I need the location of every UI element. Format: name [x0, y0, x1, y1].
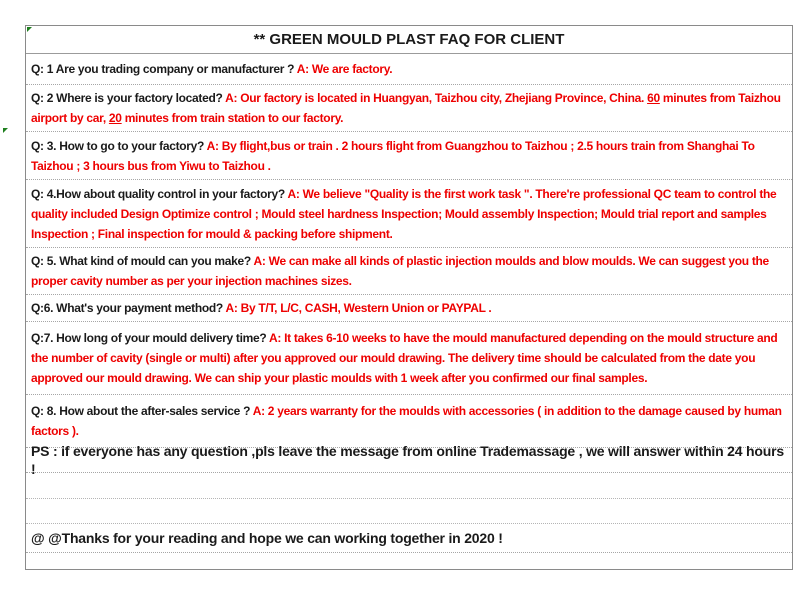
ps-note: PS : if everyone has any question ,pls leave the message from online Trademassage , we will answer within 24 hours ! [31, 443, 784, 477]
answer-text-underlined: 60 [647, 91, 660, 105]
faq-row-1 [26, 54, 792, 85]
empty-row [26, 499, 792, 524]
answer-text: A: We believe "Quality is the first work task ". There're professional QC team to control the quality included Design Optimize control ; Mould steel hardness Inspection; Mould assembly Inspection; Mould trial report and samples Inspection ; Final inspection for mould & packing before shipment. [31, 186, 777, 241]
faq-row-2 [26, 85, 792, 132]
answer-text: A: By T/T, L/C, CASH, Western Union or PAYPAL . [225, 301, 492, 315]
answer-text: A: We can make all kinds of plastic injection moulds and blow moulds. We can suggest you the proper cavity number as per your injection machines sizes. [31, 254, 769, 288]
answer-text: A: We are factory. [296, 62, 393, 76]
question-text: Q: 8. How about the after-sales service ? [31, 404, 253, 418]
ps-row [26, 443, 792, 477]
answer-text: A: Our factory is located in Huangyan, Taizhou city, Zhejiang Province, China. [225, 91, 648, 105]
empty-row [26, 473, 792, 499]
question-text: Q:7. How long of your mould delivery time? [31, 331, 270, 345]
answer-text: A: It takes 6-10 weeks to have the mould manufactured depending on the mould structure and the number of cavity (single or multi) after you approved our mould drawing. The delivery time should be calculated from the date you approved our mould drawing. We can ship your plastic moulds with 1 week after you confirmed our final samples. [31, 331, 778, 385]
question-text: Q: 4.How about quality control in your factory? [31, 186, 288, 201]
faq-row-3 [26, 132, 792, 180]
faq-row-7 [26, 322, 792, 395]
faq-table [25, 25, 793, 570]
answer-text-underlined: 20 [108, 111, 122, 125]
question-text: Q: 1 Are you trading company or manufacturer ? [31, 62, 297, 76]
faq-row-8 [26, 395, 792, 448]
thanks-note: @ @Thanks for your reading and hope we can working together in 2020 ! [31, 530, 503, 546]
title-row [26, 26, 792, 54]
answer-text: minutes from train station to our factory. [121, 111, 344, 125]
page-title: ** GREEN MOULD PLAST FAQ FOR CLIENT [253, 30, 565, 48]
answer-text: A: By flight,bus or train . 2 hours flight from Guangzhou to Taizhou ; 2.5 hours train from Shanghai To Taizhou ; 3 hours bus from Yiwu to Taizhou . [31, 138, 755, 173]
question-text: Q: 5. What kind of mould can you make? [31, 254, 254, 268]
faq-row-4 [26, 180, 792, 248]
cell-flag-icon [3, 128, 8, 133]
question-text: Q: 2 Where is your factory located? [31, 91, 226, 105]
question-text: Q:6. What's your payment method? [31, 301, 226, 315]
thanks-row [26, 524, 792, 553]
question-text: Q: 3. How to go to your factory? [31, 138, 207, 153]
cell-flag-icon [27, 27, 32, 32]
faq-row-5 [26, 248, 792, 295]
empty-row [26, 553, 792, 569]
faq-row-6 [26, 295, 792, 322]
answer-text: A: 2 years warranty for the moulds with accessories ( in addition to the damage caused by human factors ). [31, 404, 782, 438]
answer-text: minutes from Taizhou airport by car, [31, 91, 781, 125]
